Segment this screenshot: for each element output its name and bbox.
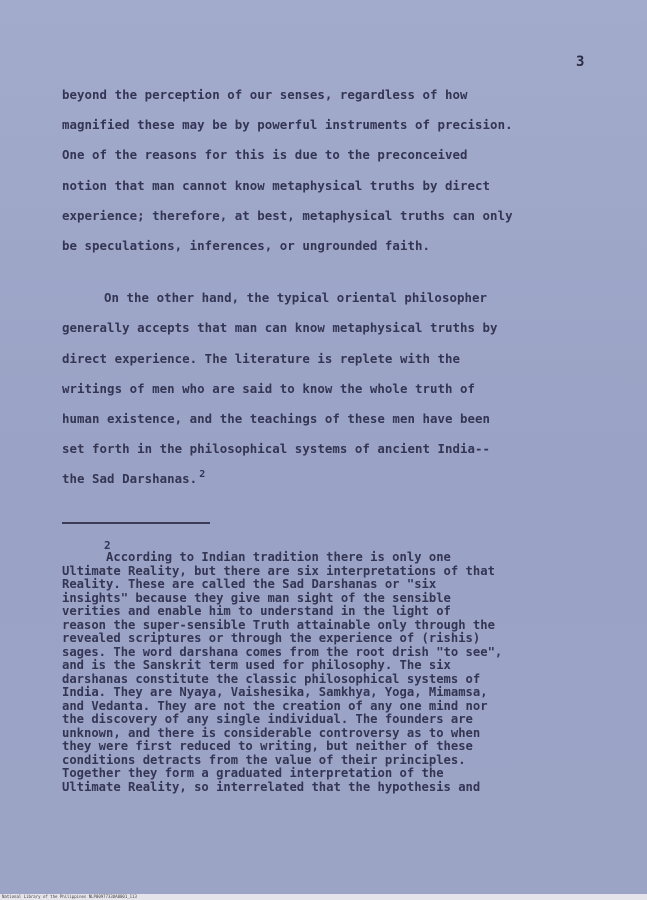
paragraph-line: magnified these may be by powerful instruments of precision.	[62, 117, 513, 133]
archive-footer-text: National Library of the Philippines NLP0097733UA0001_113	[2, 894, 137, 899]
footnote-line: they were first reduced to writing, but neither of these	[62, 739, 473, 753]
paragraph-line: On the other hand, the typical oriental philosopher	[104, 290, 487, 306]
footnote-line: unknown, and there is considerable controversy as to when	[62, 725, 481, 740]
footnote-line: verities and enable him to understand in the light of	[62, 604, 451, 618]
paragraph-line: writings of men who are said to know the whole truth of	[62, 380, 476, 396]
footnote-divider	[62, 522, 210, 524]
paragraph-line: notion that man cannot know metaphysical truths by direct	[62, 177, 491, 193]
footnote-line: revealed scriptures or through the experience of (rishis)	[62, 631, 481, 645]
footnote-line: darshanas constitute the classic philosophical systems of	[62, 671, 481, 686]
paragraph-gap	[62, 261, 602, 283]
footnote-text	[62, 551, 592, 794]
page-number: 3	[576, 54, 585, 70]
footnote-line: conditions detracts from the value of their principles.	[62, 752, 466, 767]
paragraph-line: direct experience. The literature is replete with the	[62, 350, 461, 366]
footnote-marker: 2	[104, 539, 111, 552]
paragraph-line: generally accepts that man can know metaphysical truths by	[62, 320, 498, 336]
body-text	[62, 80, 602, 497]
footnote-line: Together they form a graduated interpretation of the	[62, 766, 444, 780]
paragraph-line: human existence, and the teachings of these men have been	[62, 411, 491, 427]
footnote-line: and Vedanta. They are not the creation of any one mind nor	[62, 698, 488, 713]
paragraph-line: set forth in the philosophical systems of ancient India--	[62, 441, 491, 457]
paragraph-line: One of the reasons for this is due to the preconceived	[62, 147, 468, 163]
footnote-line: Ultimate Reality, but there are six interpretations of that	[62, 563, 495, 578]
archive-footer	[0, 894, 647, 900]
paragraph-line: experience; therefore, at best, metaphysical truths can only	[62, 207, 513, 223]
footnote-line: Reality. These are called the Sad Darshanas or "six	[62, 577, 437, 591]
footnote-line: sages. The word darshana comes from the root drish "to see",	[62, 644, 503, 659]
footnote-line: According to Indian tradition there is only one	[62, 550, 451, 564]
footnote-line: India. They are Nyaya, Vaishesika, Samkhya, Yoga, Mimamsa,	[62, 685, 488, 699]
paragraph-1	[62, 80, 602, 261]
footnote-line: the discovery of any single individual. The founders are	[62, 712, 473, 726]
paragraph-line: be speculations, inferences, or ungrounded faith.	[62, 238, 430, 254]
footnote-line: Ultimate Reality, so interrelated that the hypothesis and	[62, 779, 481, 794]
footnote-line: reason the super-sensible Truth attainable only through the	[62, 617, 495, 632]
footnote-line: and is the Sanskrit term used for philosophy. The six	[62, 658, 451, 672]
paragraph-line	[62, 464, 602, 496]
paragraph-line: beyond the perception of our senses, regardless of how	[62, 87, 468, 102]
footnote	[62, 540, 592, 794]
footnote-line: insights" because they give man sight of the sensible	[62, 590, 451, 605]
paragraph-line-text: the Sad Darshanas.	[62, 471, 198, 487]
paragraph-2	[62, 283, 602, 496]
footnote-reference[interactable]: 2	[199, 469, 206, 481]
